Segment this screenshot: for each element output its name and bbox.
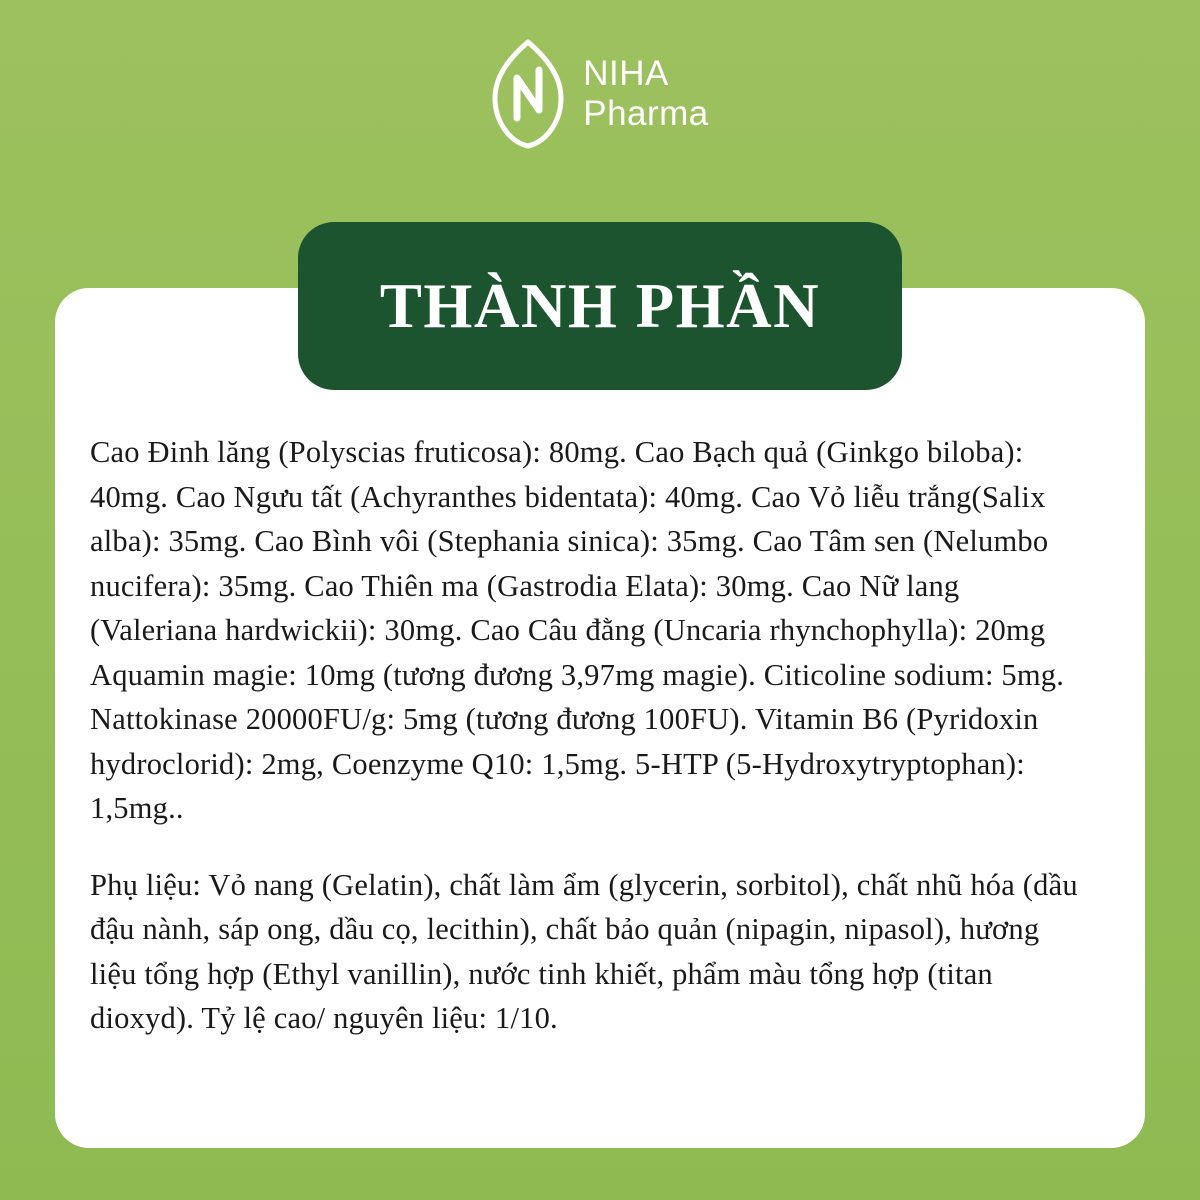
ingredients-paragraph: Cao Đinh lăng (Polyscias fruticosa): 80mg. Cao Bạch quả (Ginkgo biloba): 40mg. Cao Ngưu tất (Achyranthes bidentata): 40mg. Cao Vỏ liễu trắng(Salix alba): 35mg. Cao Bình vôi (Stephania sinica): 35mg. Cao Tâm sen (Nelumbo nucifera): 35mg. Cao Thiên ma (Gastrodia Elata): 30mg. Cao Nữ lang (Valeriana hardwickii): 30mg. Cao Câu đằng (Uncaria rhynchophylla): 20mg Aquamin magie: 10mg (tương đương 3,97mg magie). Citicoline sodium: 5mg. Nattokinase 20000FU/g: 5mg (tương đương 100FU). Vitamin B6 (Pyridoxin hydroclorid): 2mg, Coenzyme Q10: 1,5mg. 5-HTP (5-Hydroxytryptophan): 1,5mg.. — [90, 435, 1065, 826]
brand-logo — [0, 38, 1200, 150]
niha-leaf-n-logo-icon — [491, 38, 565, 150]
brand-name — [583, 54, 709, 135]
content-body — [90, 430, 1080, 1041]
brand-name-line1: NIHA — [583, 53, 669, 93]
section-title-badge — [298, 222, 902, 390]
page-title: THÀNH PHẦN — [379, 270, 821, 341]
brand-name-line2: Pharma — [583, 94, 709, 133]
excipients-paragraph: Phụ liệu: Vỏ nang (Gelatin), chất làm ẩm (glycerin, sorbitol), chất nhũ hóa (dầu đậu nành, sáp ong, dầu cọ, lecithin), chất bảo quản (nipagin, nipasol), hương liệu tổng hợp (Ethyl vanillin), nước tinh khiết, phẩm màu tổng hợp (titan dioxyd). Tỷ lệ cao/ nguyên liệu: 1/10. — [90, 867, 1078, 1036]
